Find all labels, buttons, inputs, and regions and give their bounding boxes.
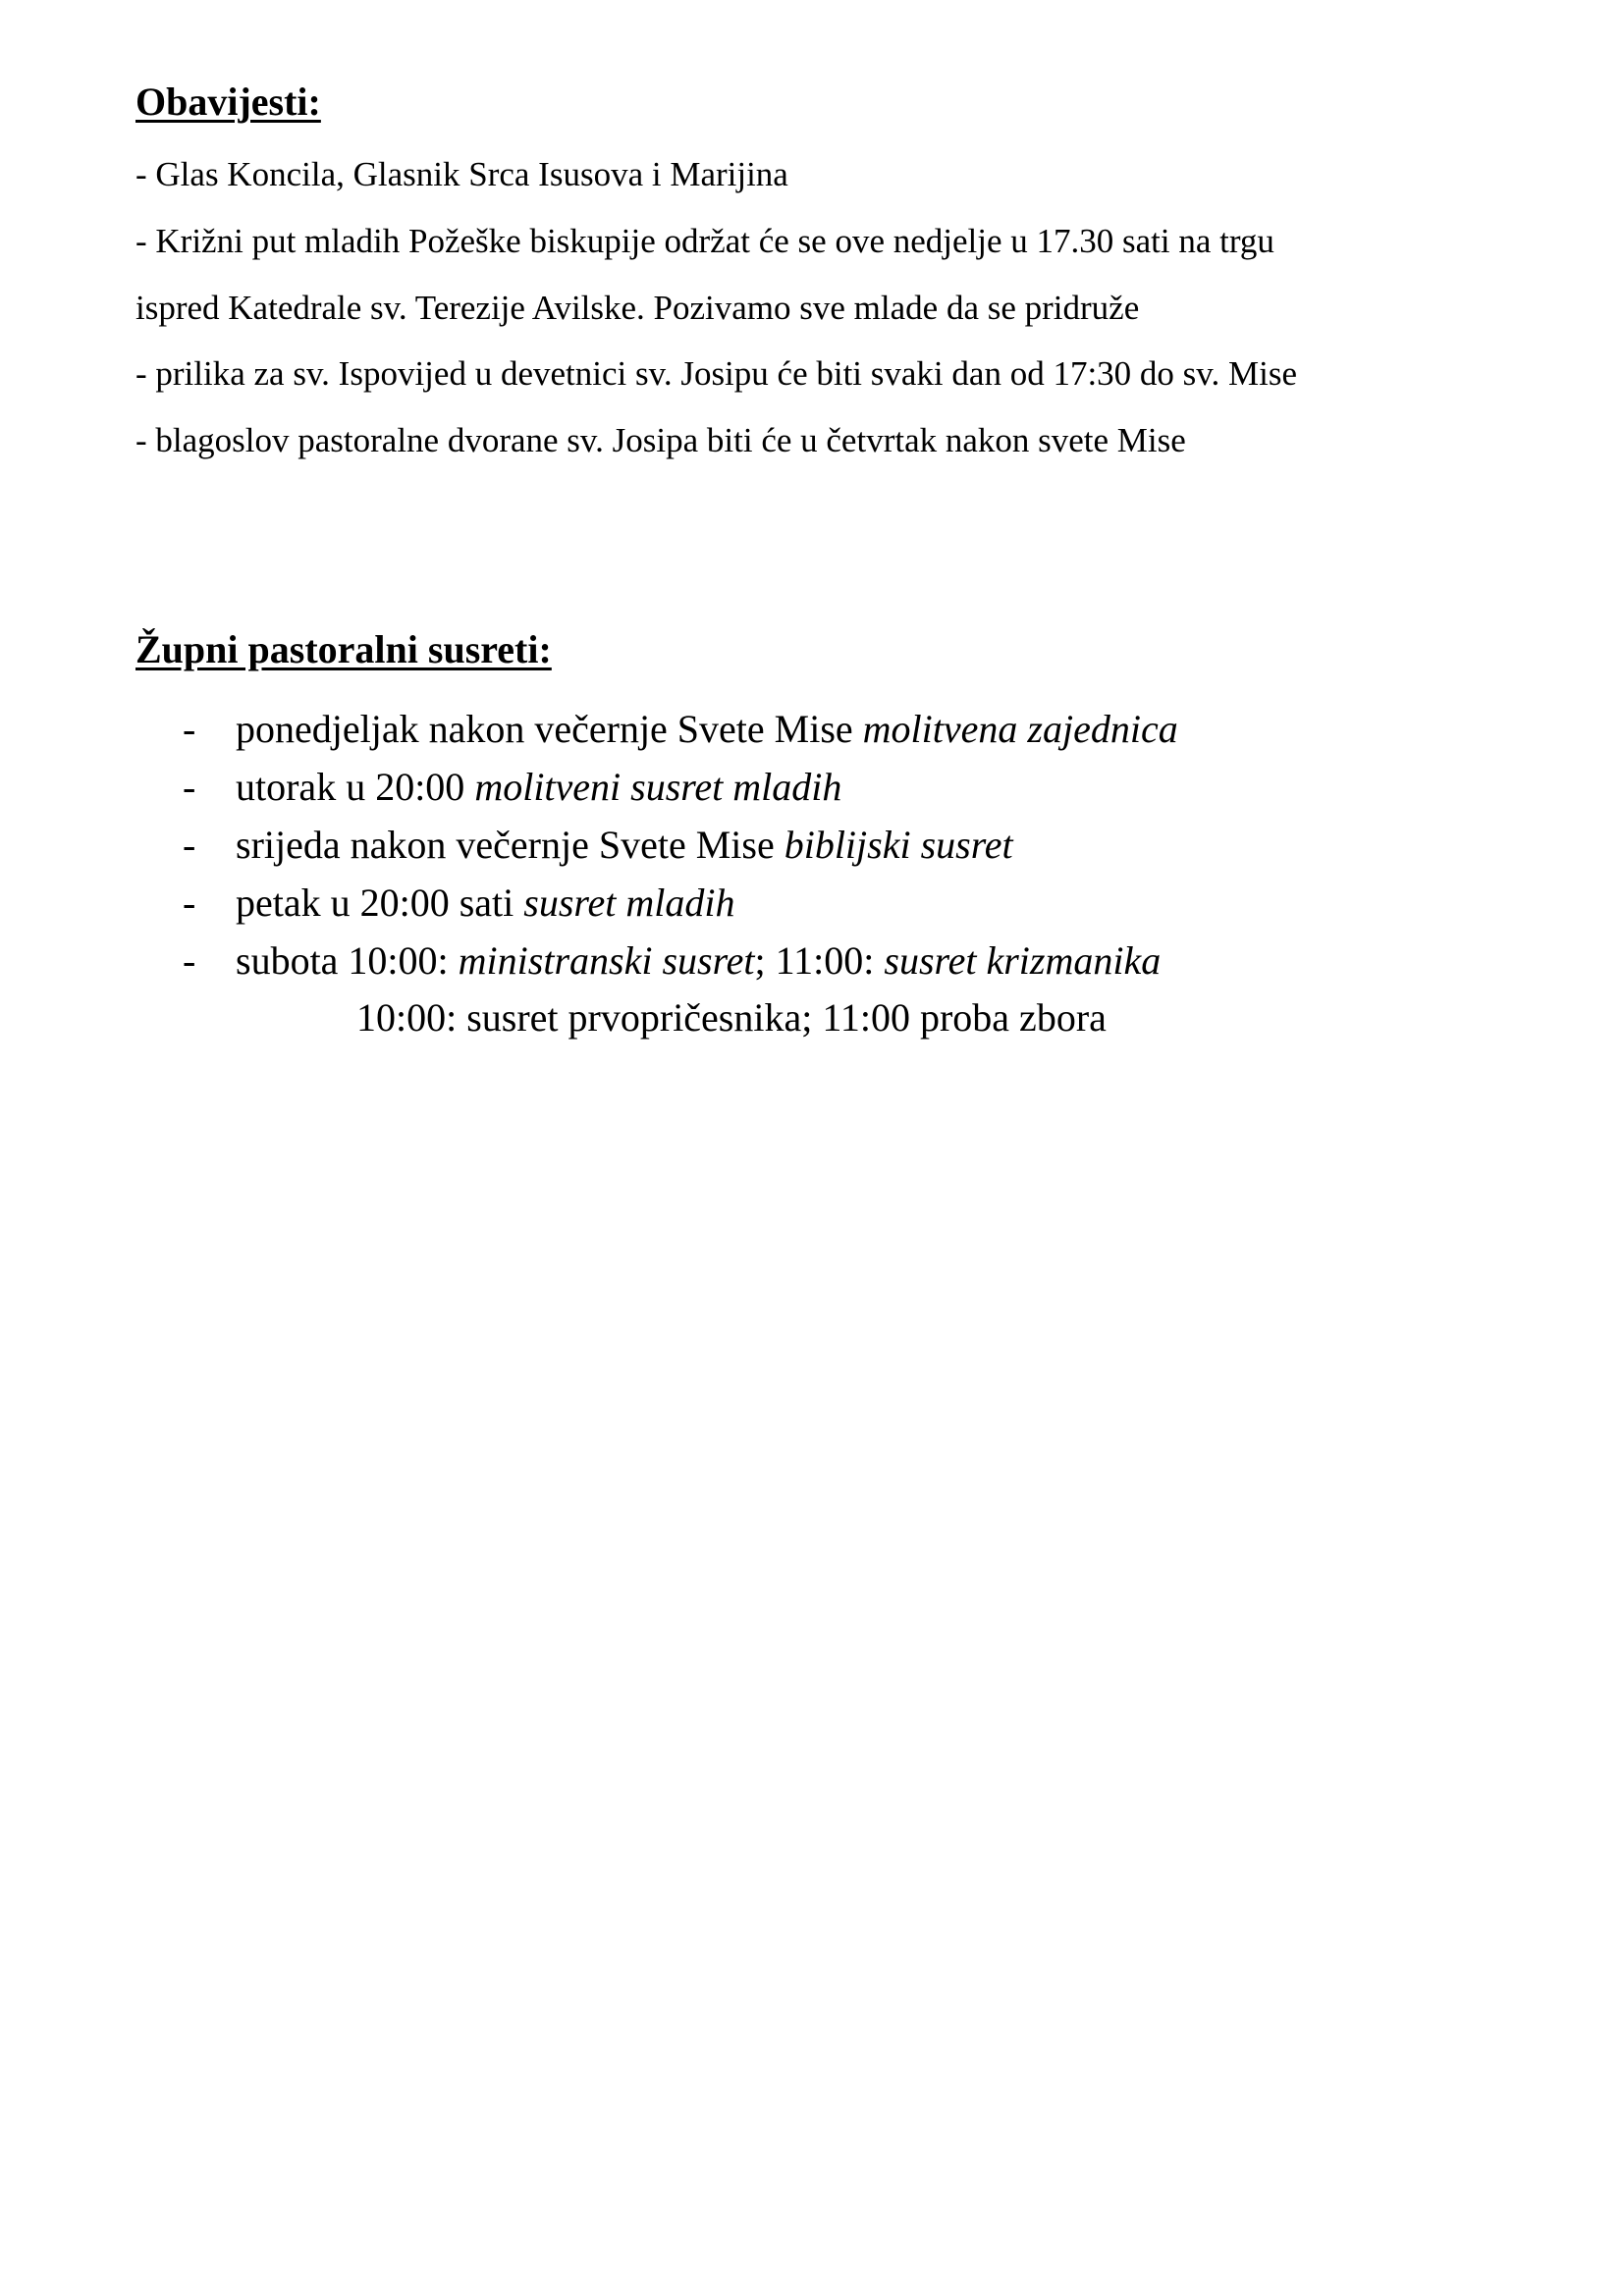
meeting-item <box>183 936 1161 986</box>
meeting-plain: utorak u 20:00 <box>236 765 475 809</box>
meetings-heading: Župni pastoralni susreti: <box>135 627 552 671</box>
meeting-plain: petak u 20:00 sati <box>236 881 524 925</box>
meeting-italic: molitvena zajednica <box>862 707 1178 751</box>
meeting-item <box>183 879 734 928</box>
list-dash: - <box>183 707 196 751</box>
meeting-item <box>183 705 1178 754</box>
meeting-italic: molitveni susret mladih <box>474 765 842 809</box>
meeting-plain: srijeda nakon večernje Svete Mise <box>236 823 784 867</box>
announcements-heading: Obavijesti: <box>135 80 321 124</box>
announcement-line: - Križni put mladih Požeške biskupije održat će se ove nedjelje u 17.30 sati na trgu <box>135 222 1274 260</box>
list-dash: - <box>183 765 196 809</box>
meeting-item <box>183 821 1013 870</box>
meeting-italic: susret mladih <box>523 881 735 925</box>
meeting-italic: susret krizmanika <box>884 938 1162 983</box>
meeting-plain: ; 11:00: <box>754 938 885 983</box>
announcement-line: - blagoslov pastoralne dvorane sv. Josipa biti će u četvrtak nakon svete Mise <box>135 421 1186 459</box>
list-dash: - <box>183 823 196 867</box>
list-dash: - <box>183 938 196 983</box>
announcement-line: - Glas Koncila, Glasnik Srca Isusova i Marijina <box>135 155 788 193</box>
meeting-italic: biblijski susret <box>784 823 1013 867</box>
meeting-plain: ponedjeljak nakon večernje Svete Mise <box>236 707 863 751</box>
announcement-line: ispred Katedrale sv. Terezije Avilske. Pozivamo sve mlade da se pridruže <box>135 289 1140 327</box>
meeting-plain: subota 10:00: <box>236 938 459 983</box>
meeting-italic: ministranski susret <box>458 938 755 983</box>
announcement-line: - prilika za sv. Ispovijed u devetnici sv. Josipu će biti svaki dan od 17:30 do sv. Mise <box>135 354 1298 393</box>
meeting-continuation: 10:00: susret prvopričesnika; 11:00 proba zbora <box>356 995 1107 1040</box>
list-dash: - <box>183 881 196 925</box>
meeting-item <box>183 763 841 812</box>
